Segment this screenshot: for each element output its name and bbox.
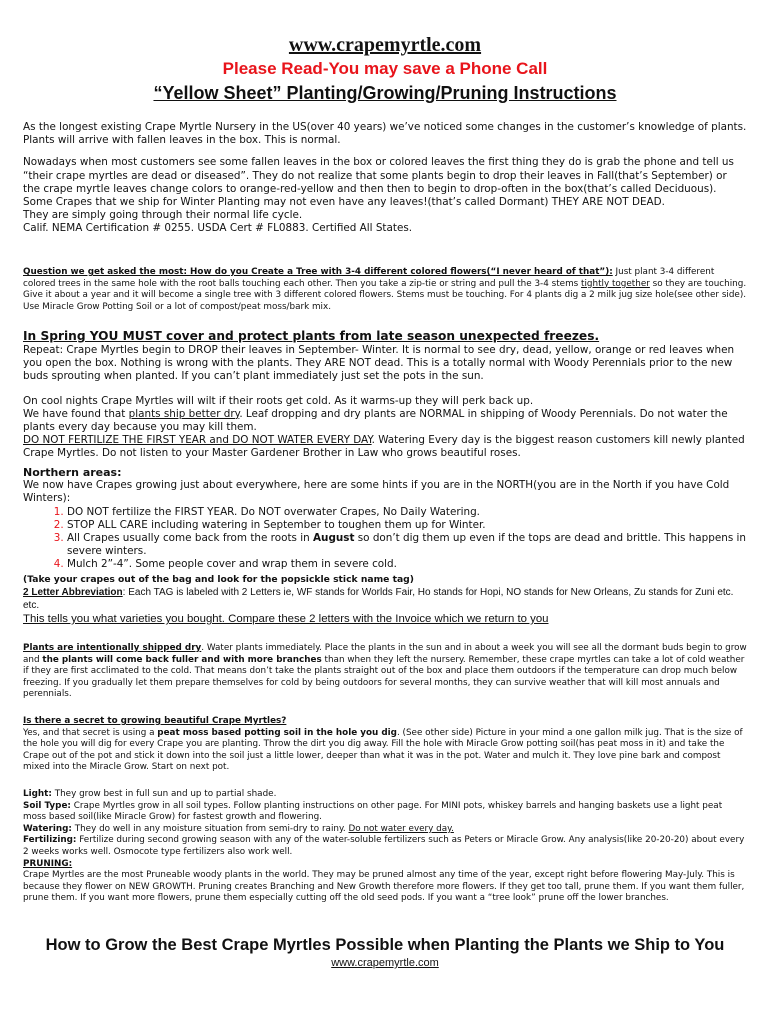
secret-paragraph <box>23 728 747 774</box>
soil-line <box>23 801 747 824</box>
pruning-heading: PRUNING: <box>23 858 73 869</box>
intro-paragraph-2: Nowadays when most customers see some fallen leaves in the box or colored leaves the first thing they do is grab the phone and tell us “their crape myrtles are dead or diseased”. They do not realize that some plants begin to drop their leaves in Fall(that’s September) or the crape myrtle leaves change colors to orange-red-yellow and then then to begin to drop-often in the box(that’s called Deciduous). Some Crapes that we ship for Winter Planting may not even have any leaves!(that’s called Dormant) THEY ARE NOT DEAD. <box>23 156 734 209</box>
take-crapes-note: (Take your crapes out of the bag and look for the popsickle stick name tag) <box>23 574 414 585</box>
list-item: 1. DO NOT fertilize the FIRST YEAR. Do NOT overwater Crapes, No Daily Watering. <box>67 506 747 519</box>
secret-bold: peat moss based potting soil in the hole you dig <box>157 727 397 738</box>
watering-label: Watering: <box>23 823 72 834</box>
item3-rest: so don’t dig them up even if the tops are dead and brittle. This happens in severe winters. <box>67 532 747 558</box>
footer-site-link[interactable]: www.crapemyrtle.com <box>331 957 439 969</box>
tightly-together: tightly together <box>581 278 650 289</box>
northern-list <box>23 506 747 572</box>
shipped-bold: the plants will come back fuller and with more branches <box>42 654 322 665</box>
cool-nights-paragraph: On cool nights Crape Myrtles will wilt if their roots get cold. As it warms-up they will perk back up. <box>23 394 534 407</box>
intro-section <box>23 121 747 236</box>
fertilizing-text: Fertilize during second growing season with any of the water-soluble fertilizers such as Peters or Miracle Grow. Any analysis(like 20-20-20) about every 2 weeks works well. Osmocote type fertilizers also work well. <box>23 835 745 857</box>
northern-intro: We now have Crapes growing just about everywhere, here are some hints if you are in the NORTH(you are in the North if you have Cold Winters): <box>23 479 730 505</box>
item3-august: August <box>313 532 355 545</box>
secret-text-b: . (See other side) Picture in your mind a one gallon milk jug. That is the size of the hole you will dig for every Crape you are planting. Throw the dirt you dig away. Fill the hole with Miracle Grow potting soil(has peat moss in it) and take the Crape out of the pot and stick it down into the soil just a little lower, deeper than what it was in the pot. Water and mulch it. They love pine bark and compost mixed into the Miracle Grow. Start on next pot. <box>23 727 743 773</box>
tag-section <box>23 574 747 627</box>
soil-text: Crape Myrtles grow in all soil types. Follow planting instructions on other page. For MINI pots, whiskey barrels and hanging baskets use a light peat moss based soil(like Miracle Grow) for fastest growth and flowering. <box>23 800 723 823</box>
spring-section <box>23 329 747 461</box>
soil-label: Soil Type: <box>23 800 71 811</box>
secret-text-a: Yes, and that secret is using a <box>23 727 158 738</box>
secret-section <box>23 716 747 774</box>
shipped-dry-section <box>23 643 747 701</box>
northern-heading: Northern areas: <box>23 466 122 479</box>
care-section <box>23 789 747 905</box>
question-section <box>23 267 747 313</box>
watering-line <box>23 824 747 836</box>
dont-fertilize-warning: DO NOT FERTILIZE THE FIRST YEAR and DO NOT WATER EVERY DAY <box>23 434 372 447</box>
do-not-water-every-day: Do not water every day. <box>348 823 454 834</box>
list-item: 2. STOP ALL CARE including watering in September to toughen them up for Winter. <box>67 519 747 532</box>
found-text-a: We have found that <box>23 407 129 420</box>
ship-better-dry: plants ship better dry <box>128 407 240 420</box>
item3-text: All Crapes usually come back from the roots in <box>67 532 314 545</box>
question-text-b: so they are touching. Give it about a year and it will become a single tree with 3 different colored flowers. Stems must be touching. For 4 plants dig a 2 milk jug size hole(see other side). Use Miracle Grow Potting Soil or a lot of compost/peat moss/bark mix. <box>23 278 747 312</box>
certification-line: Calif. NEMA Certification # 0255. USDA Cert # FL0883. Certified All States. <box>23 222 413 235</box>
repeat-paragraph: Repeat: Crape Myrtles begin to DROP their leaves in September- Winter. It is normal to see dry, dead, yellow, orange or red leaves when you open the box. Nothing is wrong with the plants. They ARE NOT dead. This is a totally normal with Woody Perennials prior to the new buds sprouting when planted. If you can’t plant immediately just set the pots in the sun. <box>23 344 735 383</box>
intro-paragraph-3: They are simply going through their normal life cycle. <box>23 209 303 222</box>
compare-invoice-note: This tells you what varieties you bought. Compare these 2 letters with the Invoice which we return to you <box>23 613 549 625</box>
site-url-heading[interactable]: www.crapemyrtle.com <box>288 34 482 56</box>
secret-label: Is there a secret to growing beautiful Crape Myrtles? <box>23 716 287 726</box>
shipped-text-b: than when they left the nursery. Remember, these crape myrtles can take a lot of cold weather if they are first acclimated to the cold. That means don’t take the plants straight out of the box and place them outdoors if the temperature can drop much below freezing. If you gradually let them prepare themselves for cold by being outdoors for several months, they can survive weather that will kill most annuals and perennials. <box>23 654 745 700</box>
light-label: Light: <box>23 789 52 799</box>
main-title: “Yellow Sheet” Planting/Growing/Pruning Instructions <box>153 83 617 103</box>
dont-fertilize-paragraph <box>23 434 747 460</box>
found-paragraph <box>23 408 747 434</box>
list-item: 4. Mulch 2”-4”. Some people cover and wrap them in severe cold. <box>67 558 747 571</box>
light-text: They grow best in full sun and up to partial shade. <box>51 789 277 799</box>
shipped-text-a: . Water plants immediately. Place the plants in the sun and in about a week you will see all the dormant buds begin to grow and <box>23 643 747 665</box>
found-text-b: . Leaf dropping and dry plants are NORMAL in shipping of Woody Perennials. Do not water the plants every day because you may kill them. <box>23 407 728 434</box>
shipped-dry-paragraph <box>23 643 747 701</box>
shipped-dry-label: Plants are intentionally shipped dry <box>23 643 202 653</box>
footer-title: How to Grow the Best Crape Myrtles Possible when Planting the Plants we Ship to You <box>45 936 725 954</box>
abbreviation-label: 2 Letter Abbreviation <box>23 587 123 598</box>
abbreviation-text: : Each TAG is labeled with 2 Letters ie, WF stands for Worlds Fair, Ho stands for Hopi, NO stands for New Orleans, Zu stands for Zuni etc. etc. <box>23 587 734 611</box>
question-label: Question we get asked the most: How do you Create a Tree with 3-4 different colored flowers(“I never heard of that”): <box>23 267 613 277</box>
question-paragraph <box>23 267 747 313</box>
watering-text: They do well in any moisture situation from semi-dry to rainy. <box>71 823 349 834</box>
fertilizing-line <box>23 835 747 858</box>
question-text-a: Just plant 3-4 different colored trees in the same hole with the root balls touching each other. Then you take a zip-tie or string and pull the 3-4 stems <box>23 267 715 289</box>
abbreviation-paragraph <box>23 586 747 612</box>
intro-paragraph-1: As the longest existing Crape Myrtle Nursery in the US(over 40 years) we’ve noticed some changes in the customer’s knowledge of plants. Plants will arrive with fallen leaves in the box. This is normal. <box>23 121 747 147</box>
light-line <box>23 789 747 801</box>
list-item <box>67 532 747 558</box>
northern-section <box>23 466 747 572</box>
pruning-paragraph: Crape Myrtles are the most Pruneable woody plants in the world. They may be pruned almost any time of the year, except right before flowering May-July. This is because they flower on NEW GROWTH. Pruning creates Branching and New Growth therefore more flowers. If they get too tall, prune them. If you want them fuller, prune them. If you want more flowers, prune them especially cutting off the old seed pods. If you want a “tree look” prune off the lower branches. <box>23 870 745 904</box>
red-headline: Please Read-You may save a Phone Call <box>222 59 548 78</box>
fertilizing-label: Fertilizing: <box>23 835 77 846</box>
spring-heading: In Spring YOU MUST cover and protect plants from late season unexpected freezes. <box>23 329 600 343</box>
dont-fertilize-text: . Watering Every day is the biggest reason customers kill newly planted Crape Myrtles. Do not listen to your Master Gardener Brother in Law who grows beautiful roses. <box>23 434 745 460</box>
